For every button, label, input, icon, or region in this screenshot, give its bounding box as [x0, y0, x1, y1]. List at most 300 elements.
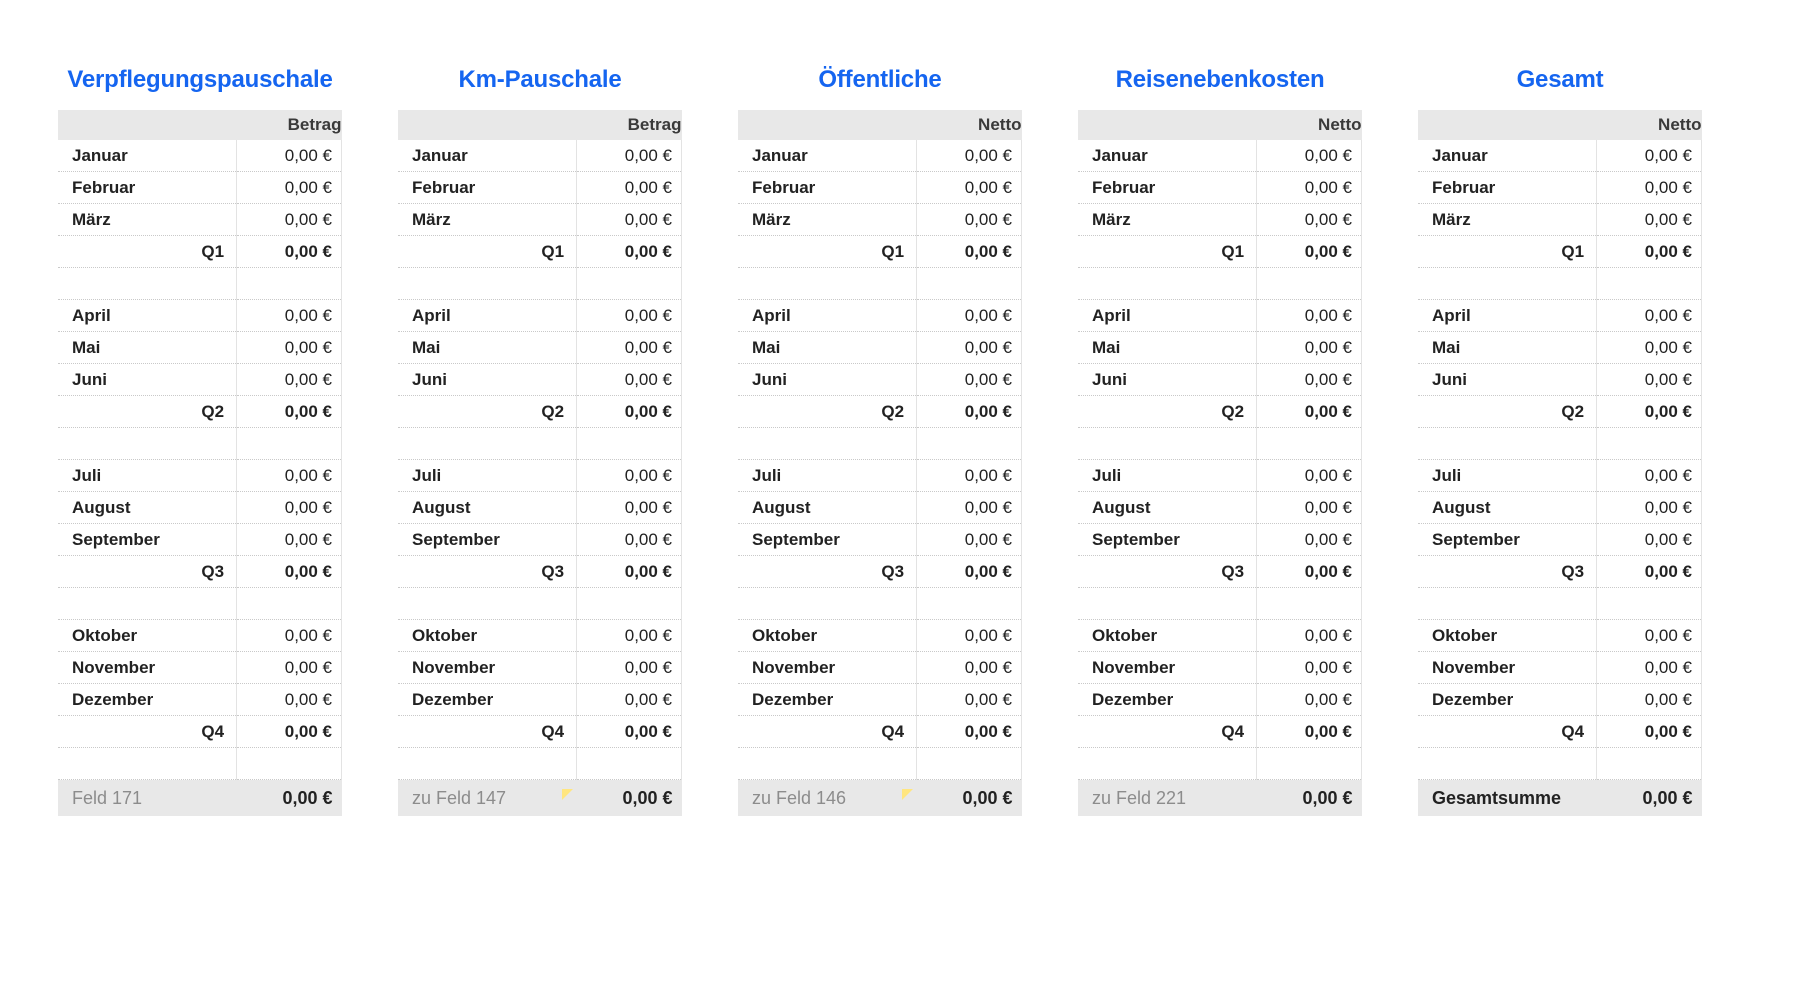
month-label: September: [58, 524, 237, 556]
spacer-cell: [1078, 428, 1257, 460]
header-cell-amount: Betrag: [577, 110, 682, 140]
table-row[interactable]: [1418, 204, 1702, 236]
month-amount[interactable]: 0,00 €: [917, 300, 1022, 332]
month-amount[interactable]: 0,00 €: [1257, 204, 1362, 236]
table-row[interactable]: [1418, 492, 1702, 524]
month-amount[interactable]: 0,00 €: [917, 332, 1022, 364]
summary-table: [1418, 110, 1702, 816]
month-label: Dezember: [738, 684, 917, 716]
month-amount[interactable]: 0,00 €: [237, 524, 342, 556]
spacer-row: [738, 588, 1022, 620]
table-row[interactable]: [1078, 140, 1362, 172]
month-label: Dezember: [1418, 684, 1597, 716]
month-label: Oktober: [738, 620, 917, 652]
table-row[interactable]: [398, 652, 682, 684]
month-amount[interactable]: 0,00 €: [1257, 140, 1362, 172]
quarter-label: Q3: [1418, 556, 1597, 588]
quarter-label: Q1: [398, 236, 577, 268]
spacer-cell: [237, 748, 342, 780]
table-row[interactable]: [738, 684, 1022, 716]
quarter-amount: 0,00 €: [577, 716, 682, 748]
month-label: November: [58, 652, 237, 684]
spacer-row: [398, 748, 682, 780]
table-row[interactable]: [738, 172, 1022, 204]
quarter-amount: 0,00 €: [577, 556, 682, 588]
quarter-amount: 0,00 €: [1597, 556, 1702, 588]
month-amount[interactable]: 0,00 €: [237, 460, 342, 492]
table-row[interactable]: [58, 332, 342, 364]
spacer-row: [738, 268, 1022, 300]
total-amount: 0,00 €: [1597, 780, 1702, 817]
quarter-row: [738, 556, 1022, 588]
month-amount[interactable]: 0,00 €: [1257, 300, 1362, 332]
month-amount[interactable]: 0,00 €: [917, 620, 1022, 652]
quarter-amount: 0,00 €: [1597, 236, 1702, 268]
total-label: Gesamtsumme: [1418, 780, 1597, 817]
month-amount[interactable]: 0,00 €: [1597, 140, 1702, 172]
month-label: November: [1418, 652, 1597, 684]
quarter-label: Q1: [1078, 236, 1257, 268]
column-block: [398, 66, 682, 816]
month-amount[interactable]: 0,00 €: [1257, 620, 1362, 652]
table-header-row: [1418, 110, 1702, 140]
month-label: Oktober: [58, 620, 237, 652]
month-label: August: [738, 492, 917, 524]
month-amount[interactable]: 0,00 €: [577, 524, 682, 556]
quarter-row: [398, 396, 682, 428]
month-label: Februar: [1418, 172, 1597, 204]
spacer-row: [58, 268, 342, 300]
quarter-amount: 0,00 €: [1597, 396, 1702, 428]
month-label: Mai: [738, 332, 917, 364]
spacer-cell: [1078, 268, 1257, 300]
month-label: Juni: [1078, 364, 1257, 396]
quarter-amount: 0,00 €: [1257, 396, 1362, 428]
quarter-row: [398, 716, 682, 748]
quarter-label: Q1: [1418, 236, 1597, 268]
quarter-row: [1078, 716, 1362, 748]
quarter-amount: 0,00 €: [1597, 716, 1702, 748]
spacer-cell: [577, 268, 682, 300]
spacer-cell: [577, 748, 682, 780]
month-amount[interactable]: 0,00 €: [237, 364, 342, 396]
quarter-row: [1418, 396, 1702, 428]
month-amount[interactable]: 0,00 €: [1257, 524, 1362, 556]
table-row[interactable]: [1078, 172, 1362, 204]
table-header-row: [738, 110, 1022, 140]
table-row[interactable]: [1418, 140, 1702, 172]
quarter-row: [58, 236, 342, 268]
spacer-cell: [917, 588, 1022, 620]
column-block: [738, 66, 1022, 816]
column-title: Gesamt: [1516, 66, 1604, 93]
spacer-cell: [237, 588, 342, 620]
quarter-amount: 0,00 €: [1257, 236, 1362, 268]
month-amount[interactable]: 0,00 €: [577, 204, 682, 236]
table-header-row: [58, 110, 342, 140]
month-label: Oktober: [1078, 620, 1257, 652]
quarter-amount: 0,00 €: [917, 556, 1022, 588]
quarter-label: Q2: [1078, 396, 1257, 428]
total-row: [398, 780, 682, 817]
table-row[interactable]: [58, 204, 342, 236]
month-amount[interactable]: 0,00 €: [917, 140, 1022, 172]
month-amount[interactable]: 0,00 €: [577, 492, 682, 524]
spacer-cell: [398, 748, 577, 780]
summary-table: [1078, 110, 1362, 816]
month-amount[interactable]: 0,00 €: [1257, 652, 1362, 684]
spacer-row: [398, 588, 682, 620]
table-row[interactable]: [58, 300, 342, 332]
table-row[interactable]: [738, 524, 1022, 556]
quarter-label: Q2: [58, 396, 237, 428]
month-label: Juli: [738, 460, 917, 492]
quarter-label: Q2: [738, 396, 917, 428]
spacer-cell: [917, 748, 1022, 780]
month-amount[interactable]: 0,00 €: [1597, 172, 1702, 204]
column-title: Reisenebenkosten: [1115, 66, 1325, 93]
header-cell-label: [398, 110, 577, 140]
month-amount[interactable]: 0,00 €: [237, 332, 342, 364]
spacer-cell: [58, 428, 237, 460]
header-cell-label: [58, 110, 237, 140]
spacer-cell: [398, 268, 577, 300]
total-label: zu Feld 221: [1078, 780, 1257, 817]
table-row[interactable]: [1418, 524, 1702, 556]
quarter-row: [1078, 396, 1362, 428]
total-amount: 0,00 €: [577, 780, 682, 817]
spacer-row: [398, 428, 682, 460]
spacer-cell: [1597, 588, 1702, 620]
month-amount[interactable]: 0,00 €: [577, 684, 682, 716]
month-label: März: [58, 204, 237, 236]
spacer-cell: [237, 268, 342, 300]
table-row[interactable]: [398, 620, 682, 652]
spacer-row: [1418, 428, 1702, 460]
quarter-label: Q3: [398, 556, 577, 588]
quarter-amount: 0,00 €: [917, 236, 1022, 268]
spacer-cell: [738, 588, 917, 620]
total-label: zu Feld 146: [738, 780, 917, 817]
table-row[interactable]: [58, 620, 342, 652]
quarter-amount: 0,00 €: [577, 236, 682, 268]
quarter-label: Q4: [738, 716, 917, 748]
total-amount: 0,00 €: [917, 780, 1022, 817]
month-label: Juni: [58, 364, 237, 396]
month-amount[interactable]: 0,00 €: [917, 204, 1022, 236]
month-amount[interactable]: 0,00 €: [1597, 204, 1702, 236]
month-label: März: [1078, 204, 1257, 236]
month-amount[interactable]: 0,00 €: [1597, 300, 1702, 332]
quarter-row: [1418, 556, 1702, 588]
table-row[interactable]: [398, 332, 682, 364]
month-label: Juli: [1418, 460, 1597, 492]
month-label: Juni: [398, 364, 577, 396]
header-cell-label: [1078, 110, 1257, 140]
column-title: Öffentliche: [818, 66, 942, 93]
quarter-label: Q3: [738, 556, 917, 588]
table-row[interactable]: [58, 652, 342, 684]
month-label: März: [398, 204, 577, 236]
month-label: Mai: [58, 332, 237, 364]
spacer-cell: [1257, 428, 1362, 460]
total-amount: 0,00 €: [237, 780, 342, 817]
spacer-row: [398, 268, 682, 300]
month-amount[interactable]: 0,00 €: [1597, 492, 1702, 524]
month-amount[interactable]: 0,00 €: [577, 364, 682, 396]
table-row[interactable]: [398, 300, 682, 332]
month-amount[interactable]: 0,00 €: [1597, 332, 1702, 364]
month-amount[interactable]: 0,00 €: [917, 652, 1022, 684]
table-row[interactable]: [1078, 684, 1362, 716]
spacer-row: [1418, 748, 1702, 780]
month-amount[interactable]: 0,00 €: [237, 620, 342, 652]
month-amount[interactable]: 0,00 €: [1597, 620, 1702, 652]
table-row[interactable]: [1418, 332, 1702, 364]
spacer-cell: [738, 748, 917, 780]
month-amount[interactable]: 0,00 €: [577, 460, 682, 492]
table-row[interactable]: [1078, 332, 1362, 364]
month-amount[interactable]: 0,00 €: [917, 492, 1022, 524]
total-label: Feld 171: [58, 780, 237, 817]
table-row[interactable]: [1078, 524, 1362, 556]
summary-table: [58, 110, 342, 816]
month-amount[interactable]: 0,00 €: [1257, 332, 1362, 364]
table-row[interactable]: [398, 460, 682, 492]
table-row[interactable]: [398, 524, 682, 556]
spacer-cell: [58, 748, 237, 780]
quarter-row: [738, 396, 1022, 428]
month-amount[interactable]: 0,00 €: [237, 300, 342, 332]
spacer-cell: [58, 588, 237, 620]
quarter-amount: 0,00 €: [237, 556, 342, 588]
column-title: Km-Pauschale: [458, 66, 622, 93]
quarter-row: [58, 396, 342, 428]
month-amount[interactable]: 0,00 €: [237, 140, 342, 172]
table-row[interactable]: [738, 460, 1022, 492]
column-block: [1418, 66, 1702, 816]
table-row[interactable]: [58, 524, 342, 556]
table-row[interactable]: [1078, 492, 1362, 524]
total-row: [1418, 780, 1702, 817]
header-cell-amount: Betrag: [237, 110, 342, 140]
month-label: September: [398, 524, 577, 556]
total-row: [738, 780, 1022, 817]
spacer-cell: [917, 428, 1022, 460]
quarter-label: Q2: [1418, 396, 1597, 428]
month-amount[interactable]: 0,00 €: [917, 460, 1022, 492]
table-row[interactable]: [1418, 300, 1702, 332]
month-amount[interactable]: 0,00 €: [577, 172, 682, 204]
month-amount[interactable]: 0,00 €: [577, 300, 682, 332]
month-label: April: [398, 300, 577, 332]
table-row[interactable]: [1418, 652, 1702, 684]
month-label: August: [1078, 492, 1257, 524]
month-amount[interactable]: 0,00 €: [1597, 684, 1702, 716]
month-label: Februar: [738, 172, 917, 204]
month-label: März: [1418, 204, 1597, 236]
spacer-row: [1078, 748, 1362, 780]
month-label: September: [738, 524, 917, 556]
month-amount[interactable]: 0,00 €: [1597, 652, 1702, 684]
table-row[interactable]: [1418, 620, 1702, 652]
month-label: Juni: [1418, 364, 1597, 396]
quarter-label: Q3: [1078, 556, 1257, 588]
spacer-cell: [577, 588, 682, 620]
column-title: Verpflegungspauschale: [67, 66, 333, 93]
quarter-row: [1418, 236, 1702, 268]
spacer-cell: [58, 268, 237, 300]
table-row[interactable]: [58, 684, 342, 716]
table-row[interactable]: [398, 172, 682, 204]
table-row[interactable]: [738, 364, 1022, 396]
month-amount[interactable]: 0,00 €: [237, 684, 342, 716]
table-row[interactable]: [398, 684, 682, 716]
quarter-amount: 0,00 €: [577, 396, 682, 428]
header-cell-amount: Netto: [917, 110, 1022, 140]
quarter-label: Q3: [58, 556, 237, 588]
table-row[interactable]: [738, 492, 1022, 524]
spacer-row: [738, 428, 1022, 460]
table-row[interactable]: [58, 492, 342, 524]
month-amount[interactable]: 0,00 €: [1597, 524, 1702, 556]
month-amount[interactable]: 0,00 €: [1597, 460, 1702, 492]
table-row[interactable]: [58, 364, 342, 396]
quarter-amount: 0,00 €: [237, 716, 342, 748]
table-row[interactable]: [58, 172, 342, 204]
header-cell-amount: Netto: [1597, 110, 1702, 140]
table-row[interactable]: [738, 652, 1022, 684]
spacer-row: [58, 748, 342, 780]
table-row[interactable]: [1078, 204, 1362, 236]
month-amount[interactable]: 0,00 €: [917, 684, 1022, 716]
month-label: Januar: [58, 140, 237, 172]
table-row[interactable]: [1078, 364, 1362, 396]
month-amount[interactable]: 0,00 €: [1257, 172, 1362, 204]
month-amount[interactable]: 0,00 €: [1257, 364, 1362, 396]
table-row[interactable]: [738, 332, 1022, 364]
table-row[interactable]: [398, 492, 682, 524]
spacer-cell: [1257, 748, 1362, 780]
month-amount[interactable]: 0,00 €: [1257, 460, 1362, 492]
table-header-row: [398, 110, 682, 140]
month-amount[interactable]: 0,00 €: [1257, 684, 1362, 716]
table-row[interactable]: [1418, 684, 1702, 716]
table-row[interactable]: [738, 204, 1022, 236]
month-label: Dezember: [58, 684, 237, 716]
month-label: März: [738, 204, 917, 236]
quarter-label: Q1: [738, 236, 917, 268]
table-row[interactable]: [1078, 460, 1362, 492]
table-row[interactable]: [738, 620, 1022, 652]
spacer-row: [1418, 588, 1702, 620]
spacer-cell: [1418, 268, 1597, 300]
spacer-cell: [1418, 748, 1597, 780]
spacer-cell: [1257, 268, 1362, 300]
column-block: [1078, 66, 1362, 816]
table-row[interactable]: [398, 204, 682, 236]
month-label: August: [58, 492, 237, 524]
month-amount[interactable]: 0,00 €: [917, 172, 1022, 204]
month-label: August: [1418, 492, 1597, 524]
table-row[interactable]: [58, 140, 342, 172]
month-label: Februar: [398, 172, 577, 204]
table-row[interactable]: [1078, 652, 1362, 684]
month-amount[interactable]: 0,00 €: [237, 172, 342, 204]
table-row[interactable]: [398, 140, 682, 172]
month-label: Dezember: [1078, 684, 1257, 716]
month-label: Juni: [738, 364, 917, 396]
table-row[interactable]: [398, 364, 682, 396]
quarter-amount: 0,00 €: [917, 716, 1022, 748]
month-label: Oktober: [398, 620, 577, 652]
table-row[interactable]: [1078, 300, 1362, 332]
month-label: Februar: [58, 172, 237, 204]
quarter-label: Q4: [1418, 716, 1597, 748]
quarter-row: [1078, 556, 1362, 588]
quarter-row: [58, 556, 342, 588]
month-label: April: [1418, 300, 1597, 332]
quarter-row: [1418, 716, 1702, 748]
note-flag-icon: [562, 789, 573, 800]
table-header-row: [1078, 110, 1362, 140]
month-label: April: [738, 300, 917, 332]
quarter-row: [1078, 236, 1362, 268]
month-amount[interactable]: 0,00 €: [1597, 364, 1702, 396]
spacer-row: [1078, 588, 1362, 620]
table-row[interactable]: [1078, 620, 1362, 652]
month-amount[interactable]: 0,00 €: [917, 524, 1022, 556]
month-label: September: [1078, 524, 1257, 556]
quarter-label: Q1: [58, 236, 237, 268]
month-amount[interactable]: 0,00 €: [917, 364, 1022, 396]
table-row[interactable]: [1418, 460, 1702, 492]
month-amount[interactable]: 0,00 €: [577, 620, 682, 652]
spacer-cell: [738, 428, 917, 460]
table-row[interactable]: [1418, 172, 1702, 204]
total-label: zu Feld 147: [398, 780, 577, 817]
total-row: [1078, 780, 1362, 817]
month-label: Juli: [1078, 460, 1257, 492]
spacer-cell: [398, 428, 577, 460]
quarter-amount: 0,00 €: [237, 396, 342, 428]
table-row[interactable]: [58, 460, 342, 492]
spacer-cell: [1078, 748, 1257, 780]
spacer-cell: [1257, 588, 1362, 620]
quarter-label: Q2: [398, 396, 577, 428]
month-label: Januar: [398, 140, 577, 172]
table-row[interactable]: [738, 300, 1022, 332]
month-amount[interactable]: 0,00 €: [237, 492, 342, 524]
table-row[interactable]: [1418, 364, 1702, 396]
summary-table: [738, 110, 1022, 816]
spacer-cell: [398, 588, 577, 620]
table-row[interactable]: [738, 140, 1022, 172]
month-label: April: [1078, 300, 1257, 332]
month-label: Januar: [738, 140, 917, 172]
month-label: Juli: [398, 460, 577, 492]
spacer-row: [1418, 268, 1702, 300]
quarter-amount: 0,00 €: [237, 236, 342, 268]
spacer-row: [738, 748, 1022, 780]
month-amount[interactable]: 0,00 €: [1257, 492, 1362, 524]
month-amount[interactable]: 0,00 €: [577, 652, 682, 684]
month-amount[interactable]: 0,00 €: [577, 332, 682, 364]
month-amount[interactable]: 0,00 €: [237, 652, 342, 684]
month-amount[interactable]: 0,00 €: [577, 140, 682, 172]
month-label: Januar: [1418, 140, 1597, 172]
month-amount[interactable]: 0,00 €: [237, 204, 342, 236]
